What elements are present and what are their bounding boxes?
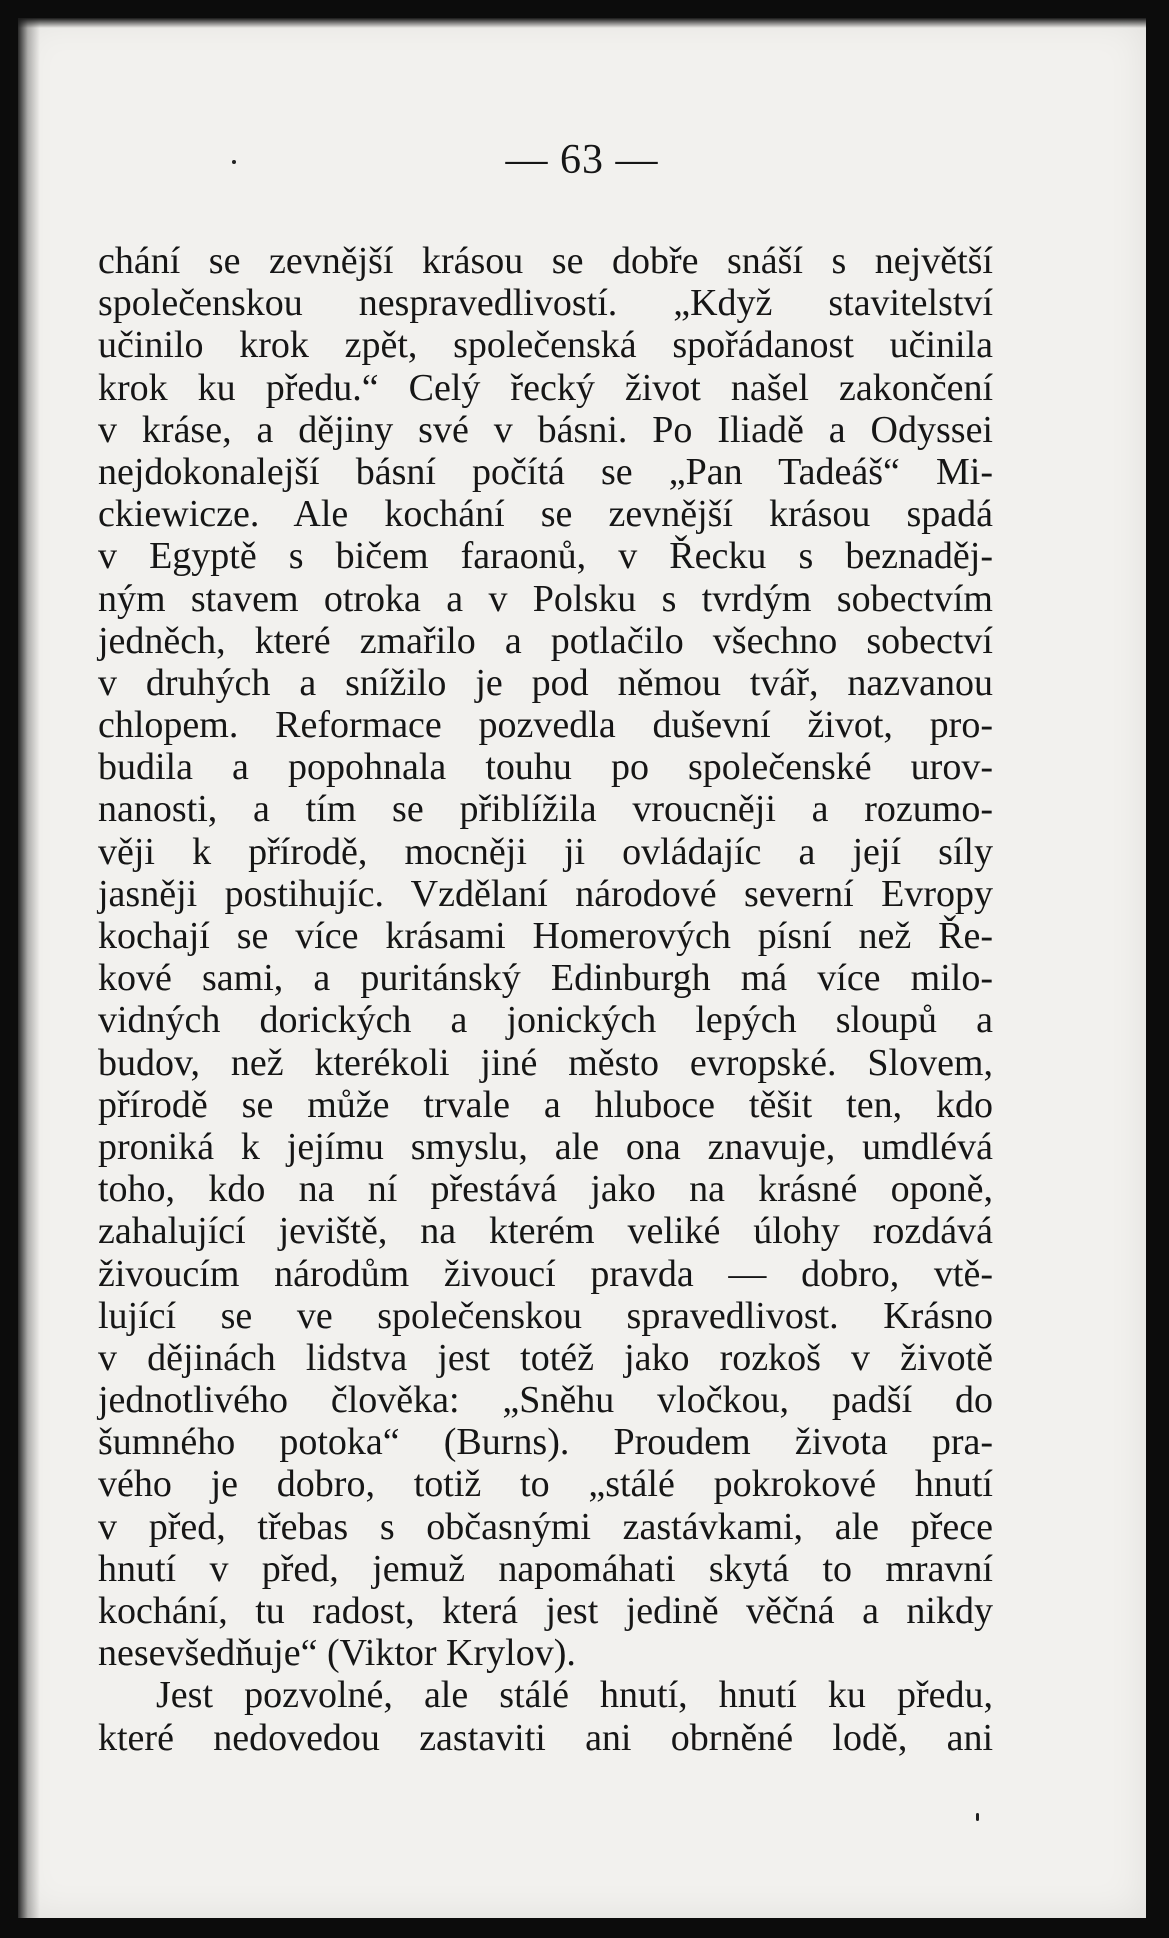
text-line: kochají se více krásami Homerových písní než Ře- xyxy=(98,915,993,957)
text-line: v kráse, a dějiny své v básni. Po Iliadě a Odyssei xyxy=(98,408,993,451)
text-line: ným stavem otroka a v Polsku s tvrdým sobectvím xyxy=(98,577,993,620)
text-line: učinilo krok zpět, společenská spořádanost učinila xyxy=(98,324,993,367)
text-line: Jest pozvolné, ale stálé hnutí, hnutí ku předu, xyxy=(156,1674,993,1717)
text-line: budov, než kterékoli jiné město evropské. Slovem, xyxy=(98,1041,993,1084)
text-line: chlopem. Reformace pozvedla duševní život, pro- xyxy=(98,704,993,747)
text-line: toho, kdo na ní přestává jako na krásné oponě, xyxy=(98,1168,993,1211)
text-line: krok ku předu.“ Celý řecký život našel zakončení xyxy=(98,366,993,409)
text-line: v druhých a snížilo je pod němou tvář, nazvanou xyxy=(98,661,993,704)
text-line: šumného potoka“ (Burns). Proudem života pra- xyxy=(98,1421,993,1464)
text-line: nesevšedňuje“ (Viktor Krylov). xyxy=(98,1632,576,1675)
text-line: vidných dorických a jonických lepých sloupů a xyxy=(98,999,993,1042)
text-line: jednotlivého člověka: „Sněhu vločkou, padší do xyxy=(98,1379,993,1422)
text-line: které nedovedou zastaviti ani obrněné lodě, ani xyxy=(98,1716,993,1759)
text-line: v dějinách lidstva jest totéž jako rozkoš v životě xyxy=(98,1336,993,1379)
text-line: jasněji postihujíc. Vzdělaní národové severní Evropy xyxy=(98,872,993,915)
text-line: živoucím národům živoucí pravda — dobro, vtě- xyxy=(98,1252,993,1295)
ink-speck xyxy=(976,1813,979,1821)
text-line: chání se zevnější krásou se dobře snáší s největší xyxy=(98,240,993,282)
text-line: nejdokonalejší básní počítá se „Pan Tadeáš“ Mi- xyxy=(98,450,993,493)
text-line: v před, třebas s občasnými zastávkami, ale přece xyxy=(98,1505,993,1548)
text-line: jedněch, které zmařilo a potlačilo všechno sobectví xyxy=(98,619,993,662)
body-text xyxy=(98,240,993,1759)
ink-speck xyxy=(232,160,236,164)
page-edge-shadow xyxy=(18,18,1146,28)
text-line: proniká k jejímu smyslu, ale ona znavuje, umdlévá xyxy=(98,1125,993,1168)
text-line: věji k přírodě, mocněji ji ovládajíc a její síly xyxy=(98,830,993,873)
text-line: v Egyptě s bičem faraonů, v Řecku s beznaděj- xyxy=(98,535,993,578)
text-line: kové sami, a puritánský Edinburgh má více milo- xyxy=(98,957,993,1000)
text-line: vého je dobro, totiž to „stálé pokrokové hnutí xyxy=(98,1463,993,1506)
page-number: — 63 — xyxy=(505,137,659,183)
text-line: kochání, tu radost, která jest jedině věčná a nikdy xyxy=(98,1590,993,1632)
text-line: hnutí v před, jemuž napomáhati skytá to mravní xyxy=(98,1547,993,1590)
text-line: nanosti, a tím se přiblížila vroucněji a rozumo- xyxy=(98,788,993,831)
text-line: budila a popohnala touhu po společenské urov- xyxy=(98,746,993,789)
book-page xyxy=(18,18,1146,1918)
text-line: ckiewicze. Ale kochání se zevnější krásou spadá xyxy=(98,493,993,536)
text-line: zahalující jeviště, na kterém veliké úlohy rozdává xyxy=(98,1210,993,1253)
text-line: společenskou nespravedlivostí. „Když stavitelství xyxy=(98,282,993,325)
text-line: lující se ve společenskou spravedlivost. Krásno xyxy=(98,1294,993,1337)
binding-shadow xyxy=(18,18,40,1918)
text-line: přírodě se může trvale a hluboce těšit ten, kdo xyxy=(98,1083,993,1126)
